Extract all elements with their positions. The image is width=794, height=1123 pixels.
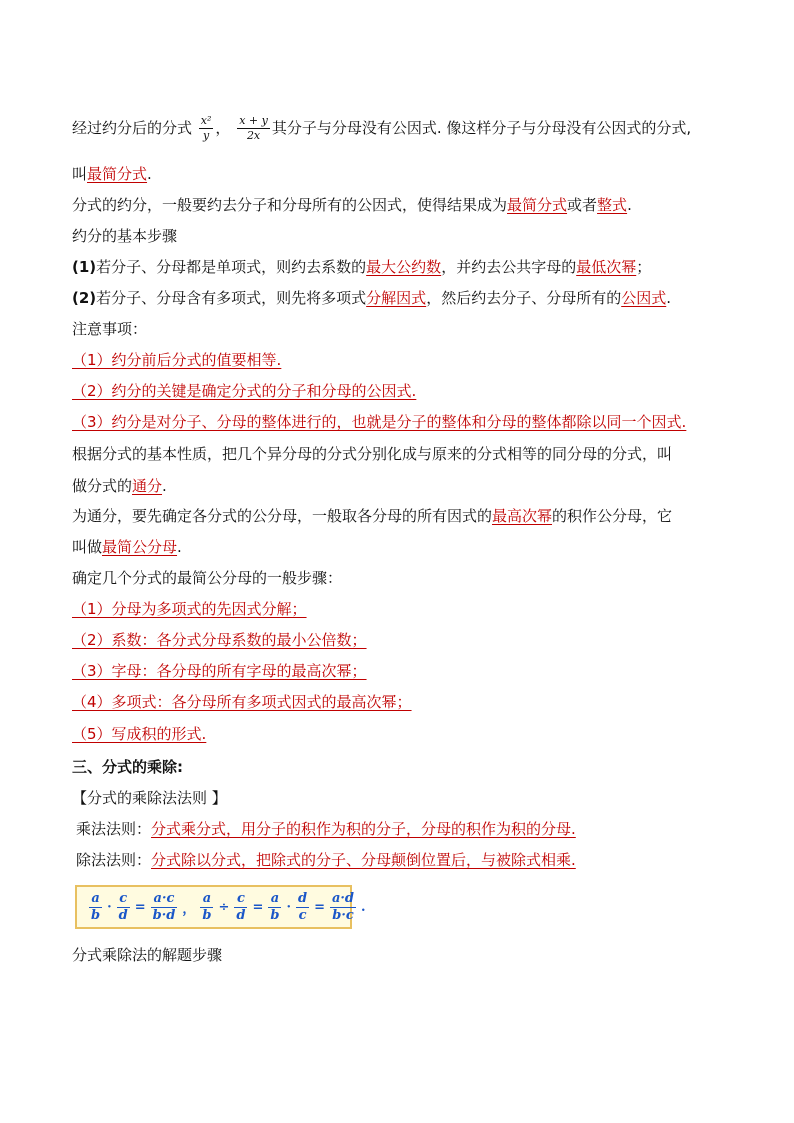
numerator: c: [234, 891, 247, 908]
lcd-step: （5）写成积的形式.: [72, 725, 207, 743]
text: .: [147, 165, 152, 183]
lcd-step: （1）分母为多项式的先因式分解；: [72, 600, 307, 618]
numerator: a·d: [331, 890, 355, 906]
denominator: d: [236, 907, 246, 923]
step-number: (1): [72, 258, 97, 276]
rule-label: 乘法法则：: [76, 820, 152, 838]
denominator: b·d: [152, 907, 176, 923]
term: 最低次幂: [576, 258, 637, 276]
paragraph-simplest-fraction-cont: [72, 164, 152, 184]
rule-text: 分式除以分式，把除式的分子、分母颠倒位置后，与被除式相乘.: [151, 851, 576, 869]
denominator: b: [270, 907, 280, 923]
fraction: [330, 891, 356, 924]
term-simplest-fraction: 最简分式: [87, 165, 148, 183]
paragraph-reduction: [72, 195, 632, 215]
section-heading: 三、分式的乘除:: [72, 758, 183, 776]
text: .: [162, 477, 167, 495]
term: 最简分式: [507, 196, 568, 214]
term: 通分: [132, 477, 163, 495]
note-item: （2）约分的关键是确定分式的分子和分母的公因式.: [72, 382, 417, 400]
rule-label: 除法法则：: [76, 851, 152, 869]
text: 经过约分后的分式: [72, 119, 193, 137]
term: 最大公约数: [366, 258, 442, 276]
fraction: [151, 891, 178, 924]
term: 最简公分母: [102, 538, 178, 556]
text: 其分子与分母没有公因式. 像这样分子与分母没有公因式的分式,: [271, 119, 692, 137]
numerator: a·c: [151, 891, 178, 908]
paragraph-lcd: [72, 506, 672, 526]
text: ，然后约去分子、分母所有的: [426, 289, 622, 307]
rule-title: 【分式的乘除法法则 】: [72, 789, 227, 807]
paragraph-common-denominator: 根据分式的基本性质，把几个异分母的分式分别化成与原来的分式相等的同分母的分式，叫: [72, 445, 673, 463]
text: ；: [636, 258, 652, 276]
text: ，并约去公共字母的: [441, 258, 577, 276]
heading-notes: 注意事项：: [72, 320, 148, 338]
reduction-step-1: [72, 257, 651, 277]
numerator: a: [268, 891, 281, 908]
text: 叫: [72, 165, 88, 183]
heading-solving-steps: 分式乘除法的解题步骤: [72, 946, 223, 964]
lcd-step: （2）系数：各分式分母系数的最小公倍数；: [72, 631, 367, 649]
numerator: x²: [200, 114, 212, 127]
fraction: [268, 891, 281, 924]
text: 做分式的: [72, 477, 133, 495]
fraction: [234, 891, 247, 924]
text: .: [627, 196, 632, 214]
paragraph-common-denominator-cont: [72, 476, 167, 496]
operator: =: [134, 899, 146, 915]
denominator: d: [118, 907, 128, 923]
denominator: 2x: [246, 129, 261, 142]
operator: ·: [286, 899, 291, 915]
text: .: [666, 289, 671, 307]
operator: .: [361, 899, 366, 915]
fraction-x-plus-y-over-2x: [237, 114, 270, 143]
lcd-step: （3）字母：各分母的所有字母的最高次幂；: [72, 662, 367, 680]
operator: =: [252, 899, 264, 915]
numerator: d: [297, 890, 308, 906]
numerator: a: [200, 891, 213, 908]
denominator: b: [202, 907, 212, 923]
numerator: c: [117, 891, 130, 908]
note-item: （1）约分前后分式的值要相等.: [72, 351, 282, 369]
term: 整式: [597, 196, 628, 214]
denominator: b: [91, 907, 101, 923]
operator: ·: [107, 899, 112, 915]
operator: ，: [182, 901, 196, 917]
numerator: a: [89, 891, 102, 908]
fraction: [89, 891, 102, 924]
lcd-step: （4）多项式：各分母所有多项式因式的最高次幂；: [72, 693, 412, 711]
heading-lcd-steps: 确定几个分式的最简公分母的一般步骤：: [72, 569, 343, 587]
multiplication-rule: [76, 819, 576, 839]
text: 叫做: [72, 538, 103, 556]
text: 或者: [567, 196, 598, 214]
term: 分解因式: [366, 289, 427, 307]
fraction: [200, 891, 213, 924]
denominator: y: [203, 129, 210, 142]
division-rule: [76, 850, 576, 870]
paragraph-lcd-cont: [72, 537, 182, 557]
term: 最高次幂: [492, 507, 553, 525]
step-number: (2): [72, 289, 97, 307]
denominator: b·c: [332, 907, 354, 923]
operator: ÷: [218, 899, 230, 915]
fraction: [296, 891, 309, 924]
text: 的积作公分母，它: [552, 507, 673, 525]
rule-text: 分式乘分式，用分子的积作为积的分子，分母的积作为积的分母.: [151, 820, 576, 838]
numerator: x + y: [239, 114, 268, 127]
heading-reduction-steps: 约分的基本步骤: [72, 227, 178, 245]
comma: ，: [215, 119, 231, 137]
operator: =: [314, 899, 325, 915]
text: .: [177, 538, 182, 556]
text: 分式的约分，一般要约去分子和分母所有的公因式，使得结果成为: [72, 196, 508, 214]
denominator: c: [298, 907, 307, 923]
fraction: [117, 891, 130, 924]
formula-box: [75, 885, 366, 929]
note-item: （3）约分是对分子、分母的整体进行的，也就是分子的整体和分母的整体都除以同一个因式.: [72, 413, 687, 431]
reduction-step-2: [72, 288, 671, 308]
fraction-x2-over-y: [199, 114, 214, 143]
text: 为通分，要先确定各分式的公分母，一般取各分母的所有因式的: [72, 507, 493, 525]
term: 公因式: [621, 289, 667, 307]
text: 若分子、分母含有多项式，则先将多项式: [96, 289, 367, 307]
text: 若分子、分母都是单项式，则约去系数的: [96, 258, 367, 276]
paragraph-simplest-fraction: [72, 114, 691, 143]
